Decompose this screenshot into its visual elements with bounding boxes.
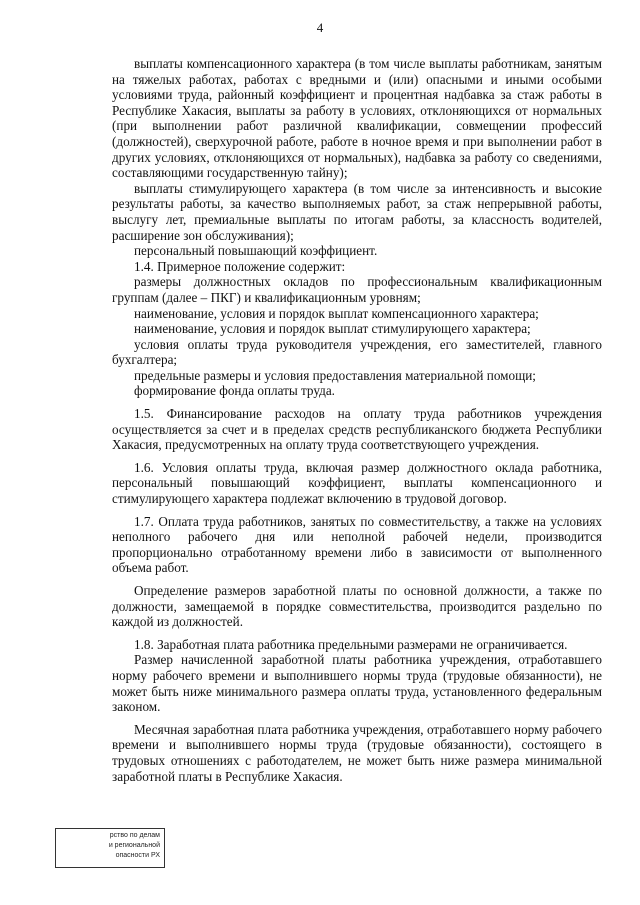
page-number: 4 — [316, 20, 324, 35]
paragraph-1-4-heading: 1.4. Примерное положение содержит: — [134, 258, 346, 274]
paragraph-separate-calculation: Определение размеров заработной платы по основной должности, а также по должности, замещаемой в порядке совместительства, производится раздельно по каждой из должностей. — [112, 583, 602, 630]
paragraph-management-pay: условия оплаты труда руководителя учреждения, его заместителей, главного бухгалтера; — [112, 336, 602, 368]
document-body — [112, 56, 602, 784]
paragraph-minimum-wage: Размер начисленной заработной платы работника учреждения, отработавшего норму рабочего времени и выполнившего нормы труда (трудовые обязанности), не может быть ниже минимального размера оплаты труда, установленного федеральным законом. — [112, 652, 602, 715]
stamp-line-3: опасности РХ — [115, 852, 160, 859]
paragraph-incentive-payments: выплаты стимулирующего характера (в том числе за интенсивность и высокие результаты работы, за качество выполняемых работ, за стаж непрерывной работы, выслугу лет, премиальные выплаты по итогам работы, за классность водителей, расширение зон обслуживания); — [112, 180, 602, 243]
paragraph-1-5-financing: 1.5. Финансирование расходов на оплату труда работников учреждения осуществляется за счет и в пределах средств республиканского бюджета Республики Хакасия, предусмотренных на оплату труда соответствующего учреждения. — [112, 406, 602, 453]
paragraph-monthly-minimum: Месячная заработная плата работника учреждения, отработавшего норму рабочего времени и выполнившего нормы труда (трудовые обязанности), состоящего в трудовых отношениях с работодателем, не может быть ниже размера минимальной заработной платы в Республике Хакасия. — [112, 721, 602, 784]
stamp-line-1: рство по делам — [109, 832, 160, 839]
paragraph-incentive-conditions: наименование, условия и порядок выплат стимулирующего характера; — [134, 321, 531, 337]
paragraph-compensation-payments: выплаты компенсационного характера (в том числе выплаты работникам, занятым на тяжелых работах, работах с вредными и (или) опасными и иными особыми условиями труда, районный коэффициент и процентная надбавка за стаж работы в Республике Хакасия, выплаты за работу в условиях, отклоняющихся от нормальных (при выполнении работ различной квалификации, совмещении профессий (должностей), сверхурочной работе, работе в ночное время и при выполнении работ в других условиях, отклоняющихся от нормальных), надбавка за работу со сведениями, составляющими государственную тайну); — [112, 56, 602, 181]
ministry-stamp — [55, 828, 165, 868]
stamp-line-2: и региональной — [108, 842, 160, 849]
paragraph-salary-sizes: размеры должностных окладов по профессиональным квалификационным группам (далее – ПКГ) и квалификационным уровням; — [112, 274, 602, 305]
paragraph-1-6-conditions: 1.6. Условия оплаты труда, включая размер должностного оклада работника, персональный повышающий коэффициент, выплаты компенсационного и стимулирующего характера подлежат включению в трудовой договор. — [112, 459, 602, 507]
paragraph-1-8-no-limit: 1.8. Заработная плата работника предельными размерами не ограничивается. — [134, 636, 568, 652]
paragraph-personal-coefficient: персональный повышающий коэффициент. — [134, 243, 378, 259]
paragraph-material-aid: предельные размеры и условия предоставления материальной помощи; — [134, 367, 536, 383]
paragraph-pay-fund: формирование фонда оплаты труда. — [134, 383, 335, 399]
paragraph-compensation-conditions: наименование, условия и порядок выплат компенсационного характера; — [134, 305, 539, 321]
paragraph-1-7-part-time: 1.7. Оплата труда работников, занятых по совместительству, а также на условиях неполного рабочего дня или неполной рабочей недели, производится пропорционально отработанному времени либо в зависимости от выполненного объема работ. — [112, 513, 602, 576]
